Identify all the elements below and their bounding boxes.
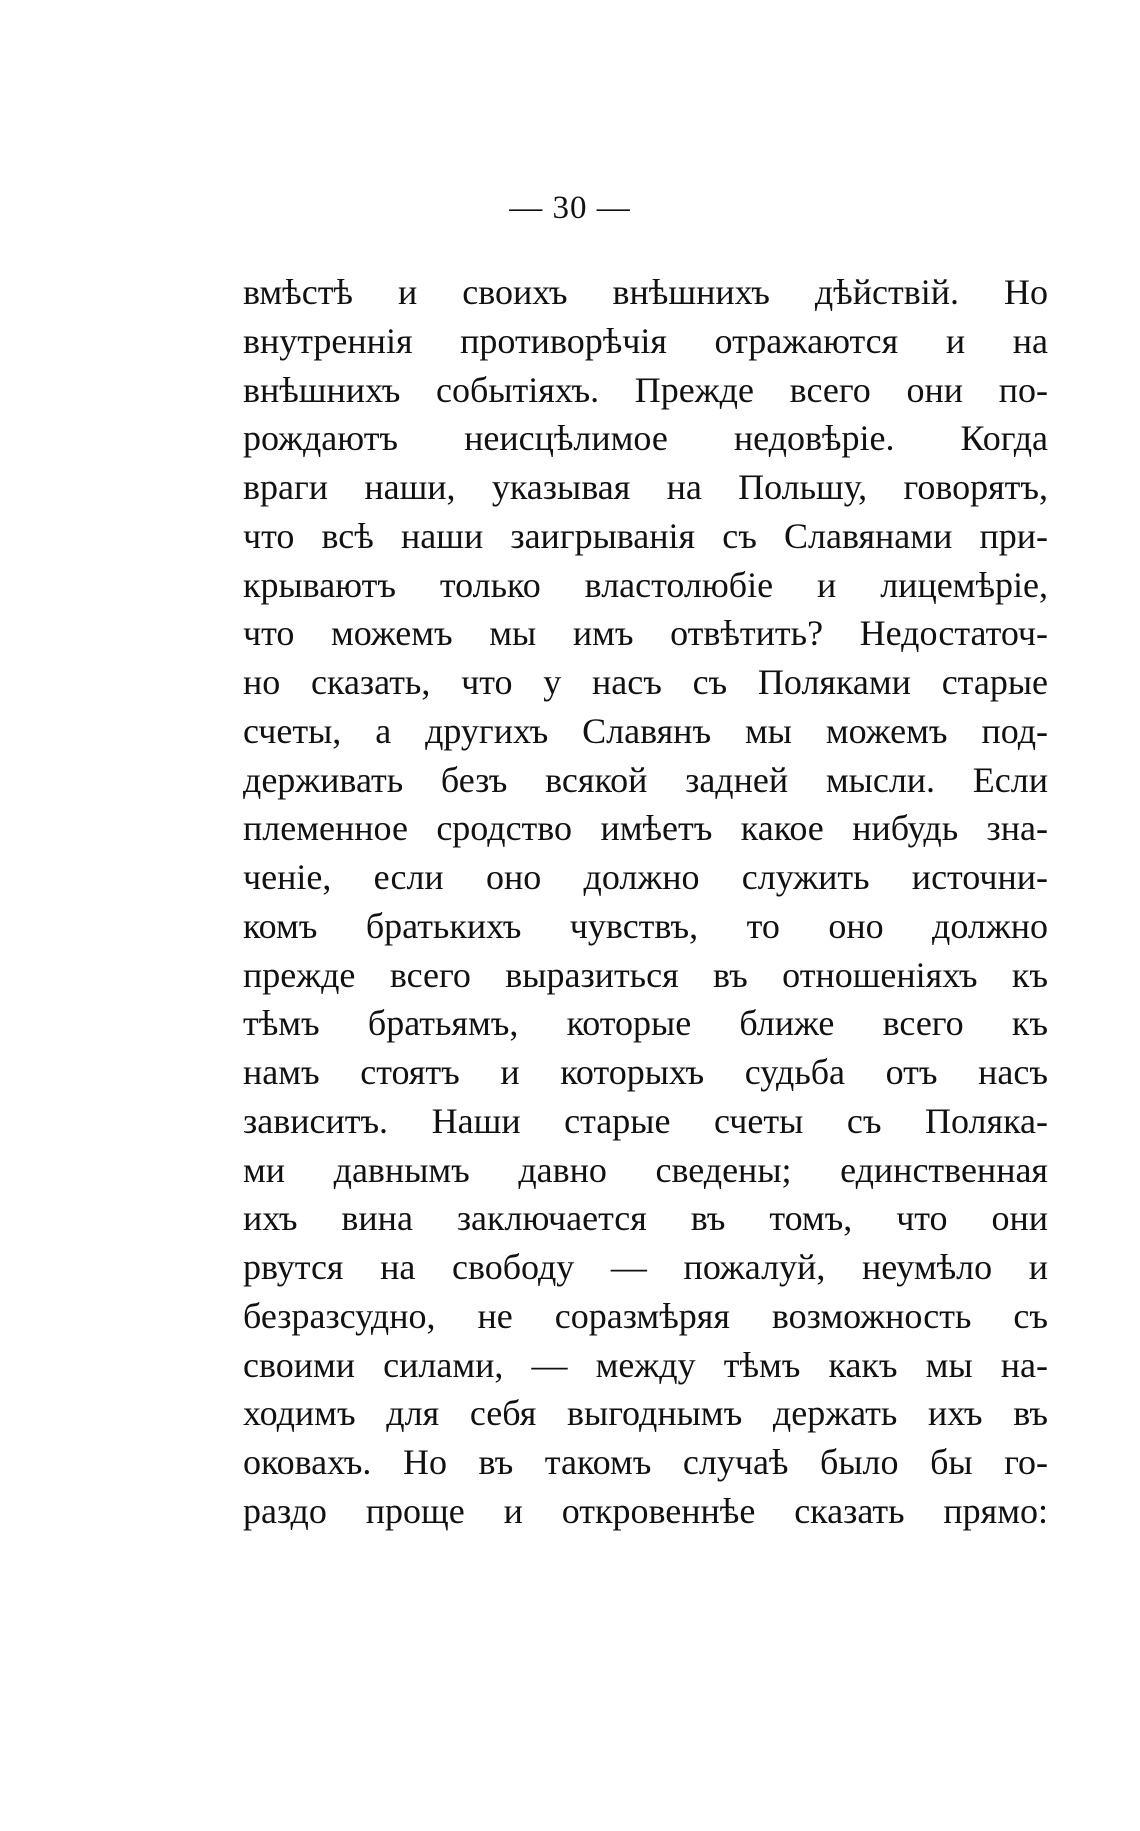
text-line: рождаютъ неисцѣлимое недовѣріе. Когда	[243, 418, 1048, 459]
text-line: прежде всего выразиться въ отношеніяхъ къ	[243, 954, 1048, 995]
text-line: ходимъ для себя выгоднымъ держать ихъ въ	[243, 1393, 1048, 1434]
text-line: зависитъ. Наши старые счеты съ Поляка-	[243, 1100, 1048, 1141]
body-text	[243, 268, 1048, 1536]
text-line: держивать безъ всякой задней мысли. Если	[243, 759, 1048, 800]
text-line: племенное сродство имѣетъ какое нибудь зна-	[243, 808, 1048, 849]
text-line: враги наши, указывая на Польшу, говорятъ,	[243, 467, 1048, 507]
text-line: вмѣстѣ и своихъ внѣшнихъ дѣйствій. Но	[243, 272, 1048, 312]
text-line: намъ стоятъ и которыхъ судьба отъ насъ	[243, 1052, 1048, 1092]
text-line: безразсудно, не соразмѣряя возможность съ	[243, 1295, 1048, 1336]
text-line: крываютъ только властолюбіе и лицемѣріе,	[243, 564, 1048, 605]
text-line: рвутся на свободу — пожалуй, неумѣло и	[243, 1247, 1048, 1287]
text-line: ихъ вина заключается въ томъ, что они	[243, 1198, 1048, 1239]
text-line: что всѣ наши заигрыванія съ Славянами при-	[243, 515, 1048, 556]
text-line: что можемъ мы имъ отвѣтить? Недостаточ-	[243, 613, 1048, 654]
text-line: комъ братькихъ чувствъ, то оно должно	[243, 905, 1048, 946]
page-number: — 30 —	[509, 190, 631, 226]
text-line: ченіе, если оно должно служить источни-	[243, 857, 1048, 897]
text-line: ми давнымъ давно сведены; единственная	[243, 1149, 1048, 1190]
text-line: но сказать, что у насъ съ Поляками старые	[243, 662, 1048, 702]
text-line: внутреннія противорѣчія отражаются и на	[243, 320, 1048, 361]
text-line: счеты, а другихъ Славянъ мы можемъ под-	[243, 710, 1048, 751]
text-line: раздо проще и откровеннѣе сказать прямо:	[243, 1490, 1048, 1531]
text-line: внѣшнихъ событіяхъ. Прежде всего они по-	[243, 369, 1048, 410]
text-line: тѣмъ братьямъ, которые ближе всего къ	[243, 1003, 1048, 1044]
text-line: оковахъ. Но въ такомъ случаѣ было бы го-	[243, 1442, 1048, 1482]
text-line: своими силами, — между тѣмъ какъ мы на-	[243, 1344, 1048, 1385]
